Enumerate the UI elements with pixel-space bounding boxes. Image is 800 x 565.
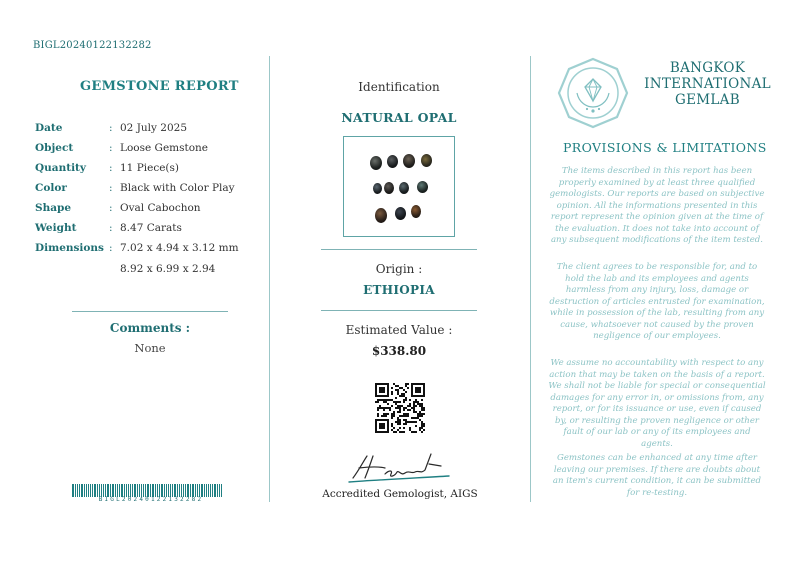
column-divider-left <box>269 56 270 502</box>
detail-value: 8.92 x 6.99 x 2.94 <box>120 263 216 275</box>
gemstone <box>411 205 421 218</box>
gemlab-logo <box>557 57 629 129</box>
gemstone <box>384 182 394 194</box>
gemstone <box>375 208 387 223</box>
detail-label: Dimensions <box>35 242 104 254</box>
origin-value: ETHIOPIA <box>363 283 435 297</box>
estimated-value-label: Estimated Value : <box>345 323 453 337</box>
report-title: GEMSTONE REPORT <box>80 79 239 94</box>
barcode <box>72 484 230 508</box>
column-divider-right <box>530 56 531 502</box>
gemstone <box>387 155 398 168</box>
detail-label: Quantity <box>35 162 87 174</box>
detail-value: 8.47 Carats <box>120 222 182 234</box>
gemstone <box>399 182 409 194</box>
gemologist-signature <box>345 448 455 488</box>
detail-label: Weight <box>35 222 77 234</box>
provisions-paragraph: Gemstones can be enhanced at any time after leaving our premises. If there are doubts about an item's current condition, it can be submitted for re-testing. <box>552 453 762 498</box>
provisions-paragraph: The client agrees to be responsible for, and to hold the lab and its employees and agents harmless from any injury, loss, damage or destruction of articles entrusted for examination, while in possession of the lab, resulting from any cause, whatsoever not caused by the proven negligence of our employees. <box>549 262 765 341</box>
detail-value: Loose Gemstone <box>120 142 209 154</box>
gemstone <box>417 181 428 193</box>
identification-label: Identification <box>358 80 440 94</box>
detail-label: Shape <box>35 202 72 214</box>
barcode-text: BIGL20240122132282 <box>98 496 204 503</box>
gemstone <box>373 183 382 194</box>
gemstone <box>403 154 415 168</box>
detail-value: 02 July 2025 <box>120 122 188 134</box>
stone-name: NATURAL OPAL <box>341 110 457 125</box>
divider <box>321 249 477 250</box>
detail-label: Object <box>35 142 74 154</box>
comments-title: Comments : <box>109 321 191 335</box>
lab-name-line: GEMLAB <box>675 92 740 108</box>
comments-value: None <box>134 341 166 355</box>
divider <box>72 311 228 312</box>
signature-caption: Accredited Gemologist, AIGS <box>322 488 478 500</box>
estimated-value: $338.80 <box>371 344 427 358</box>
origin-label: Origin : <box>375 262 423 276</box>
lab-name-line: INTERNATIONAL <box>644 76 771 92</box>
provisions-paragraph: We assume no accountability with respect to any action that may be taken on the basis of a report. We shall not be liable for special or consequential damages for any error in, or omissions from, any report, or for its issuance or use, even if caused by, or resulting the proven negligence or other fault of our lab or any of its employees and agents. <box>548 358 766 449</box>
detail-value: 11 Piece(s) <box>120 162 180 174</box>
gemstone <box>370 156 382 170</box>
divider <box>321 310 477 311</box>
qr-code <box>375 383 425 433</box>
detail-label: Date <box>35 122 63 134</box>
gemstone <box>421 154 432 167</box>
lab-name <box>640 60 775 108</box>
provisions-title: PROVISIONS & LIMITATIONS <box>563 140 767 155</box>
detail-value: 7.02 x 4.94 x 3.12 mm <box>120 242 239 254</box>
lab-name-line: BANGKOK <box>669 60 746 76</box>
report-id: BIGL20240122132282 <box>33 40 152 51</box>
gemstone <box>395 207 406 220</box>
detail-value: Black with Color Play <box>120 182 235 194</box>
detail-label: Color <box>35 182 67 194</box>
provisions-paragraph: The items described in this report has been properly examined by at least three qualified gemologists. Our reports are based on subjective opinion. All the informations presented in this report represent the opinion given at the time of the evaluation. It does not take into account of any subsequent modifications of the item tested. <box>549 166 765 245</box>
detail-value: Oval Cabochon <box>120 202 201 214</box>
gemstone-photo <box>343 136 455 237</box>
